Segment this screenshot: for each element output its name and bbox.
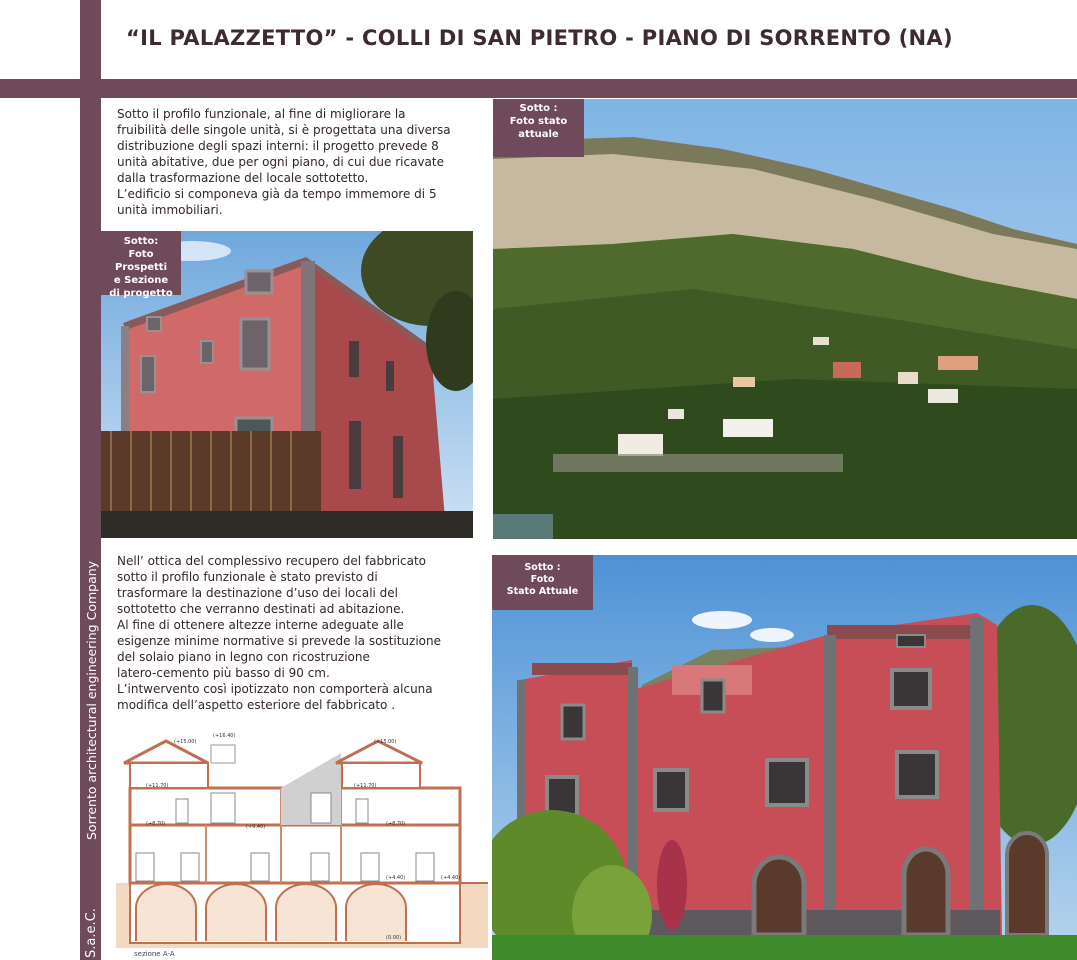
text-line: trasformare la destinazione d’uso dei locali del	[117, 586, 399, 600]
text-line: sottotetto che verranno destinati ad abitazione.	[117, 602, 405, 616]
text-line: unità immobiliari.	[117, 203, 223, 217]
sidebar-company-text: Sorrento architectural engineering Company	[84, 560, 99, 840]
text-line: L’intwervento così ipotizzato non comporterà alcuna	[117, 682, 433, 696]
level-mark: (+15.00)	[374, 739, 397, 745]
label-line: Stato Attuale	[506, 586, 579, 597]
text-line: modifica dell’aspetto esteriore del fabbricato .	[117, 698, 396, 712]
text-line: del solaio piano in legno con ricostruzione	[117, 650, 370, 664]
level-mark: (+15.00)	[174, 739, 197, 745]
text-line: sotto il profilo funzionale è stato previsto di	[117, 570, 378, 584]
label-line: Foto stato	[509, 116, 568, 127]
text-line: esigenze minime normative si prevede la sostituzione	[117, 634, 441, 648]
text-line: unità abitative, due per ogni piano, di cui due ricavate	[117, 155, 444, 169]
level-mark: (+11.70)	[146, 783, 169, 789]
intro-paragraph	[117, 106, 457, 218]
label-line: Sotto:	[123, 236, 159, 247]
text-line: L’edificio si componeva già da tempo immemore di 5	[117, 187, 437, 201]
recovery-paragraph	[117, 553, 447, 713]
text-line: dalla trasformazione del locale sottotetto.	[117, 171, 369, 185]
label-stato-attuale-top	[493, 99, 584, 157]
level-mark: (+8.70)	[386, 821, 406, 827]
text-line: distribuzione degli spazi interni: il progetto prevede 8	[117, 139, 439, 153]
text-line: fruibilità delle singole unità, si è progettata una diversa	[117, 123, 451, 137]
label-line: di progetto	[109, 288, 173, 299]
level-mark: (+4.40)	[386, 875, 406, 881]
text-line: Nell’ ottica del complessivo recupero del fabbricato	[117, 554, 427, 568]
text-line: Sotto il profilo funzionale, al fine di migliorare la	[117, 107, 406, 121]
label-stato-attuale-bottom	[492, 555, 593, 610]
section-caption: sezione A-A	[134, 950, 175, 958]
level-mark: (+8.70)	[146, 821, 166, 827]
label-prospetti	[101, 231, 181, 299]
label-line: Sotto :	[524, 562, 561, 573]
label-line: attuale	[518, 129, 559, 140]
label-line: Foto	[530, 574, 555, 585]
building-photo-current	[492, 555, 1077, 960]
section-drawing	[116, 733, 488, 948]
level-mark: (+16.40)	[213, 733, 236, 739]
sidebar-logo	[82, 880, 100, 960]
hillside-photo	[493, 99, 1077, 539]
horizontal-accent-bar	[0, 79, 1077, 98]
text-line: Al fine di ottenere altezze interne adeguate alle	[117, 618, 404, 632]
level-mark: (+11.70)	[354, 783, 377, 789]
sidebar-company	[82, 545, 100, 845]
level-mark: (0.00)	[386, 935, 402, 941]
text-line: latero-cemento più basso di 90 cm.	[117, 666, 330, 680]
label-line: Foto Prospetti	[114, 249, 167, 273]
label-line: e Sezione	[113, 275, 169, 286]
page-title: “IL PALAZZETTO” - COLLI DI SAN PIETRO - PIANO DI SORRENTO (NA)	[126, 26, 953, 50]
level-mark: (+4.40)	[441, 875, 461, 881]
label-line: Sotto :	[519, 103, 558, 114]
sidebar-logo-text: S.a.e.C.	[84, 908, 99, 958]
level-mark: (+9.40)	[246, 824, 266, 830]
